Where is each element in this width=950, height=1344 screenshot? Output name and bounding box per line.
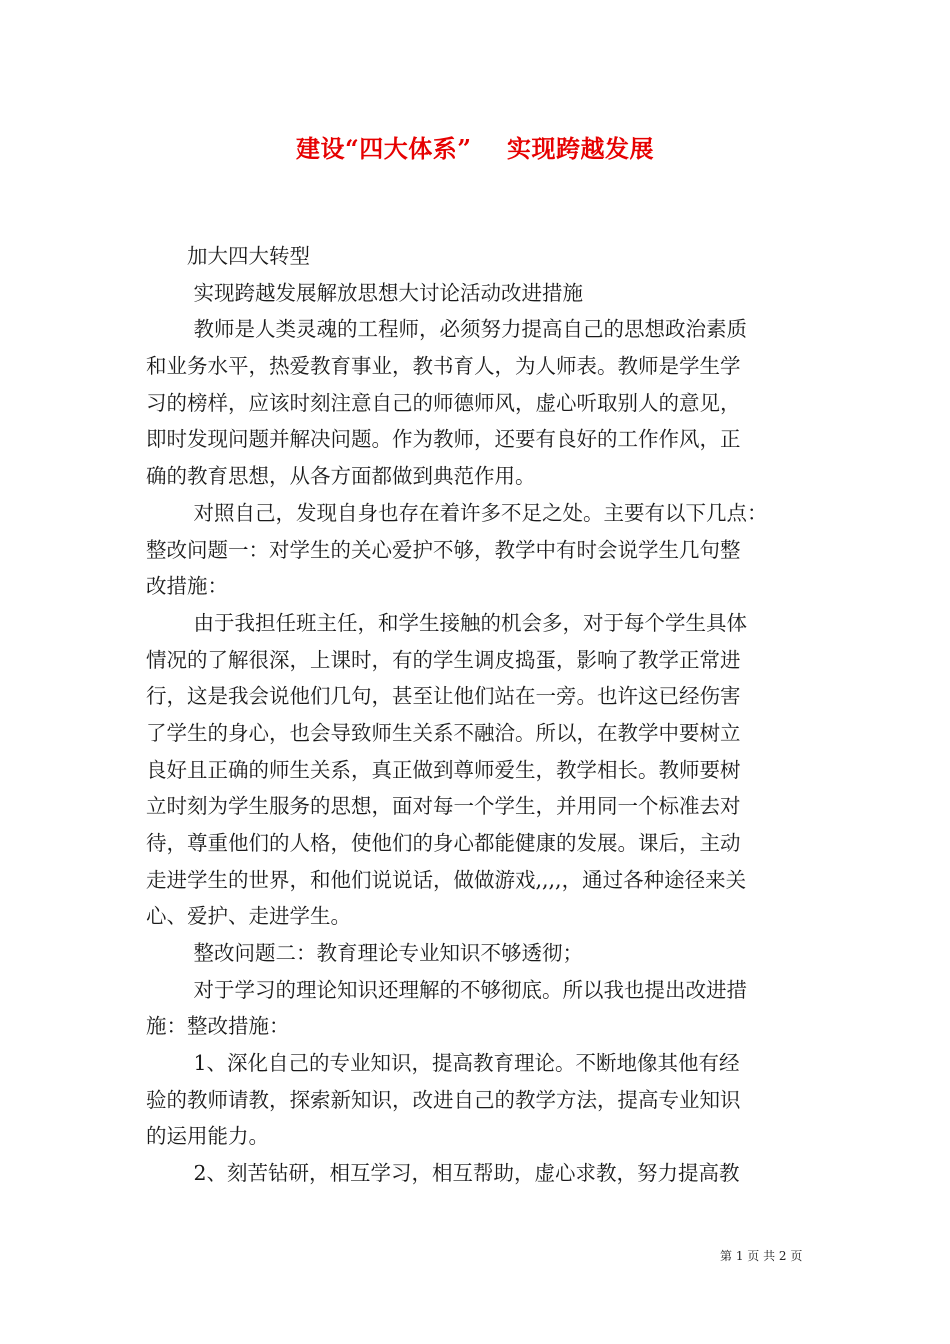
- body-line: 确的教育思想，从各方面都做到典范作用。: [146, 464, 536, 488]
- body-line: 行，这是我会说他们几句，甚至让他们站在一旁。也许这已经伤害: [146, 684, 741, 708]
- body-line: 对于学习的理论知识还理解的不够彻底。所以我也提出改进措: [146, 978, 748, 1002]
- document-title: 建设“四大体系” 实现跨越发展: [295, 134, 655, 163]
- body-line: 习的榜样，应该时刻注意自己的师德师风，虚心听取别人的意见，: [146, 391, 741, 415]
- body-line: 实现跨越发展解放思想大讨论活动改进措施: [146, 281, 584, 305]
- body-line: 待，尊重他们的人格，使他们的身心都能健康的发展。课后，主动: [146, 831, 741, 855]
- body-line: 对照自己，发现自身也存在着许多不足之处。主要有以下几点：: [146, 501, 768, 525]
- body-line: 教师是人类灵魂的工程师，必须努力提高自己的思想政治素质: [146, 317, 748, 341]
- body-line: 走进学生的世界，和他们说说话，做做游戏,,,,，通过各种途径来关: [146, 868, 747, 892]
- body-line: 1、深化自己的专业知识，提高教育理论。不断地像其他有经: [146, 1051, 740, 1075]
- body-line: 的运用能力。: [146, 1124, 269, 1148]
- body-line: 由于我担任班主任，和学生接触的机会多，对于每个学生具体: [146, 611, 748, 635]
- body-line: 加大四大转型: [146, 244, 310, 268]
- body-line: 2、刻苦钻研，相互学习，相互帮助，虚心求教，努力提高教: [146, 1161, 740, 1185]
- body-line: 良好且正确的师生关系，真正做到尊师爱生，教学相长。教师要树: [146, 758, 741, 782]
- body-line: 整改问题二：教育理论专业知识不够透彻；: [146, 941, 584, 965]
- body-line: 和业务水平，热爱教育事业，教书育人，为人师表。教师是学生学: [146, 354, 741, 378]
- body-line: 立时刻为学生服务的思想，面对每一个学生，并用同一个标准去对: [146, 794, 741, 818]
- body-line: 了学生的身心，也会导致师生关系不融洽。所以，在教学中要树立: [146, 721, 741, 745]
- body-line: 整改问题一：对学生的关心爱护不够，教学中有时会说学生几句整: [146, 538, 741, 562]
- body-line: 改措施：: [146, 574, 228, 598]
- body-line: 情况的了解很深，上课时，有的学生调皮捣蛋，影响了教学正常进: [146, 648, 741, 672]
- body-line: 心、爱护、走进学生。: [146, 904, 351, 928]
- body-line: 验的教师请教，探索新知识，改进自己的教学方法，提高专业知识: [146, 1088, 741, 1112]
- body-line: 即时发现问题并解决问题。作为教师，还要有良好的工作作风，正: [146, 427, 741, 451]
- body-line: 施：整改措施：: [146, 1014, 290, 1038]
- page-number-footer: 第 1 页 共 2 页: [720, 1249, 803, 1263]
